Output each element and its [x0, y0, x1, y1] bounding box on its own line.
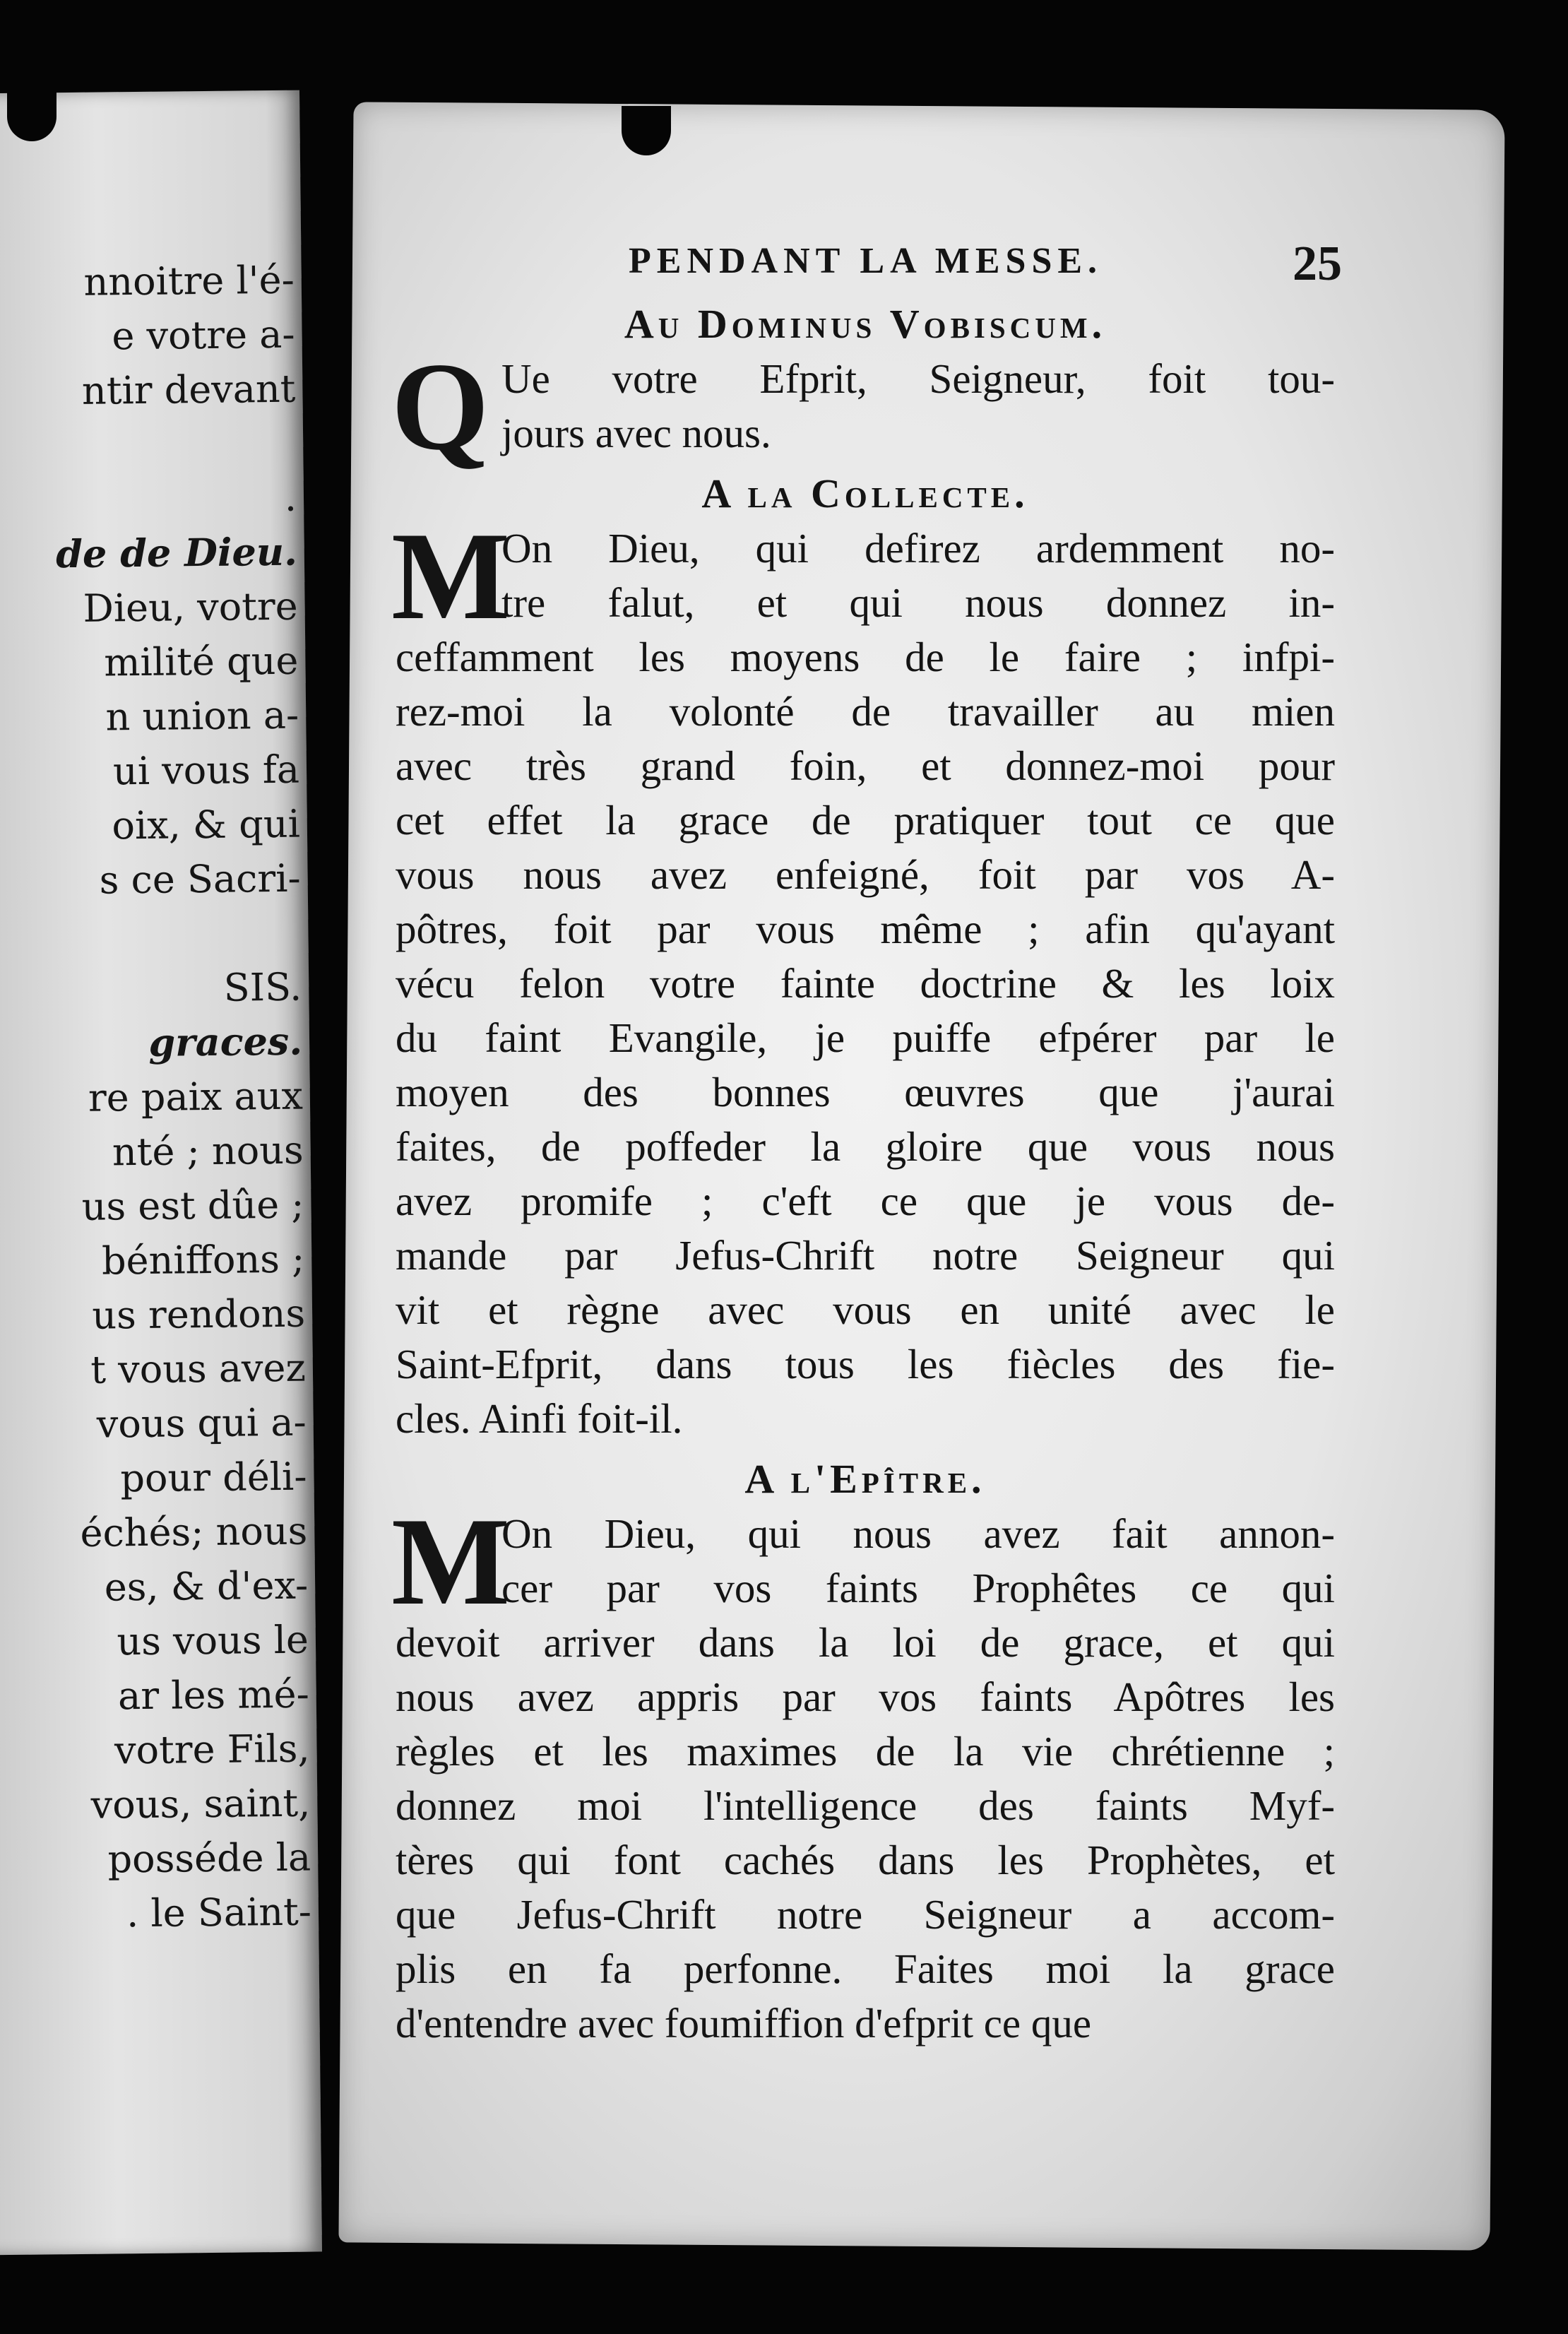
text-line: vous nous avez enfeigné, foit par vos A-	[396, 851, 1335, 898]
text-line: du faint Evangile, je puiffe efpérer par le	[396, 1014, 1335, 1061]
drop-cap: M	[391, 506, 511, 646]
text-line: jours avec nous.	[501, 410, 771, 456]
text-line: nous avez appris par vos faints Apôtres les	[396, 1674, 1335, 1720]
left-page-line: us vous le	[117, 1617, 309, 1664]
left-page-line: e votre a-	[112, 312, 295, 359]
left-page-line: us est dûe ;	[81, 1182, 304, 1229]
sections	[391, 297, 1335, 2051]
page-content	[391, 237, 1342, 2051]
left-page-line: de de Dieu.	[55, 528, 298, 577]
left-page-line: vous qui a-	[96, 1399, 307, 1447]
section-paragraph	[391, 336, 1335, 476]
left-page-line: ui vous fa	[112, 747, 300, 794]
left-page-line	[0, 416, 297, 474]
left-page-line: pour déli-	[120, 1454, 307, 1501]
left-page-line: échés; nous	[80, 1508, 308, 1556]
drop-cap: M	[391, 1491, 511, 1631]
left-page-line: t vous avez	[90, 1345, 307, 1392]
left-page-line: posséde la	[107, 1835, 311, 1882]
left-page-line: vous, saint,	[90, 1780, 311, 1827]
running-head	[396, 237, 1342, 297]
text-line: cer par vos faints Prophêtes ce qui	[501, 1565, 1335, 1611]
left-page-line: SIS.	[223, 964, 302, 1010]
text-line: règles et les maximes de la vie chrétienne ;	[396, 1728, 1335, 1775]
text-line: tères qui font cachés dans les Prophètes, et	[396, 1837, 1335, 1883]
left-page-line: béniffons ;	[101, 1236, 305, 1284]
page-number: 25	[1293, 237, 1342, 291]
left-page-line: .	[284, 475, 297, 520]
left-page-line: es, & d'ex-	[104, 1563, 309, 1610]
text-line: On Dieu, qui defirez ardemment no-	[501, 525, 1335, 571]
left-page-text	[0, 253, 311, 1942]
text-line: vécu felon votre fainte doctrine & les loix	[396, 960, 1335, 1007]
section-paragraph	[391, 1491, 1335, 2051]
left-page-line: milité que	[103, 638, 299, 685]
section-heading: A la Collecte.	[701, 470, 1029, 516]
section-paragraph	[391, 506, 1335, 1446]
running-head-title: PENDANT LA MESSE.	[629, 241, 1103, 281]
drop-cap: Q	[391, 336, 489, 476]
text-line: On Dieu, qui nous avez fait annon-	[501, 1510, 1335, 1557]
left-page-fragment	[0, 90, 322, 2256]
left-page-line: graces.	[148, 1018, 303, 1065]
left-page-line: ntir devant	[81, 366, 296, 413]
left-page-line: us rendons	[92, 1291, 306, 1338]
text-line: Ue votre Efprit, Seigneur, foit tou-	[501, 355, 1335, 402]
text-line: moyen des bonnes œuvres que j'aurai	[396, 1069, 1335, 1115]
left-page-line: re paix aux	[88, 1073, 304, 1120]
text-line: faites, de poffeder la gloire que vous nous	[396, 1123, 1335, 1170]
left-page-line: . le Saint-	[126, 1889, 312, 1936]
section-heading: Au Dominus Vobiscum.	[624, 301, 1107, 347]
text-line: tre falut, et qui nous donnez in-	[501, 579, 1335, 626]
left-page-line: votre Fils,	[114, 1726, 310, 1773]
text-line: cet effet la grace de pratiquer tout ce que	[396, 797, 1335, 843]
text-line: avec très grand foin, et donnez-moi pour	[396, 742, 1335, 789]
left-page-line: nté ; nous	[112, 1127, 304, 1175]
text-line: rez-moi la volonté de travailler au mien	[396, 688, 1335, 735]
text-line: que Jefus-Chrift notre Seigneur a accom-	[396, 1891, 1335, 1938]
binding-notch-left	[7, 92, 57, 141]
text-line: vit et règne avec vous en unité avec le	[396, 1286, 1335, 1333]
left-page-line: oix, & qui	[112, 801, 301, 848]
left-page-line: s ce Sacri-	[99, 855, 301, 903]
left-page-line: Dieu, votre	[83, 584, 298, 631]
section-heading: A l'Epître.	[744, 1456, 986, 1502]
text-line: Saint-Efprit, dans tous les fiècles des fie-	[396, 1341, 1335, 1387]
text-line: plis en fa perfonne. Faites moi la grace	[396, 1945, 1335, 1992]
left-page-line: nnoitre l'é-	[83, 257, 295, 304]
text-line: pôtres, foit par vous même ; afin qu'ayant	[396, 906, 1335, 952]
text-line: mande par Jefus-Chrift notre Seigneur qui	[396, 1232, 1335, 1279]
left-page-line: ar les mé-	[117, 1671, 310, 1719]
text-line: cles. Ainfi foit-il.	[396, 1395, 683, 1442]
binding-notch	[622, 106, 671, 155]
text-line: devoit arriver dans la loi de grace, et qui	[396, 1619, 1335, 1666]
text-line: donnez moi l'intelligence des faints Myf-	[396, 1782, 1335, 1829]
text-line: d'entendre avec foumiffion d'efprit ce que	[396, 2000, 1092, 2046]
left-page-line	[0, 906, 302, 964]
text-line: ceffamment les moyens de le faire ; infpi-	[396, 634, 1335, 680]
left-page-line: n union a-	[105, 692, 299, 740]
text-line: avez promife ; c'eft ce que je vous de-	[396, 1178, 1335, 1224]
